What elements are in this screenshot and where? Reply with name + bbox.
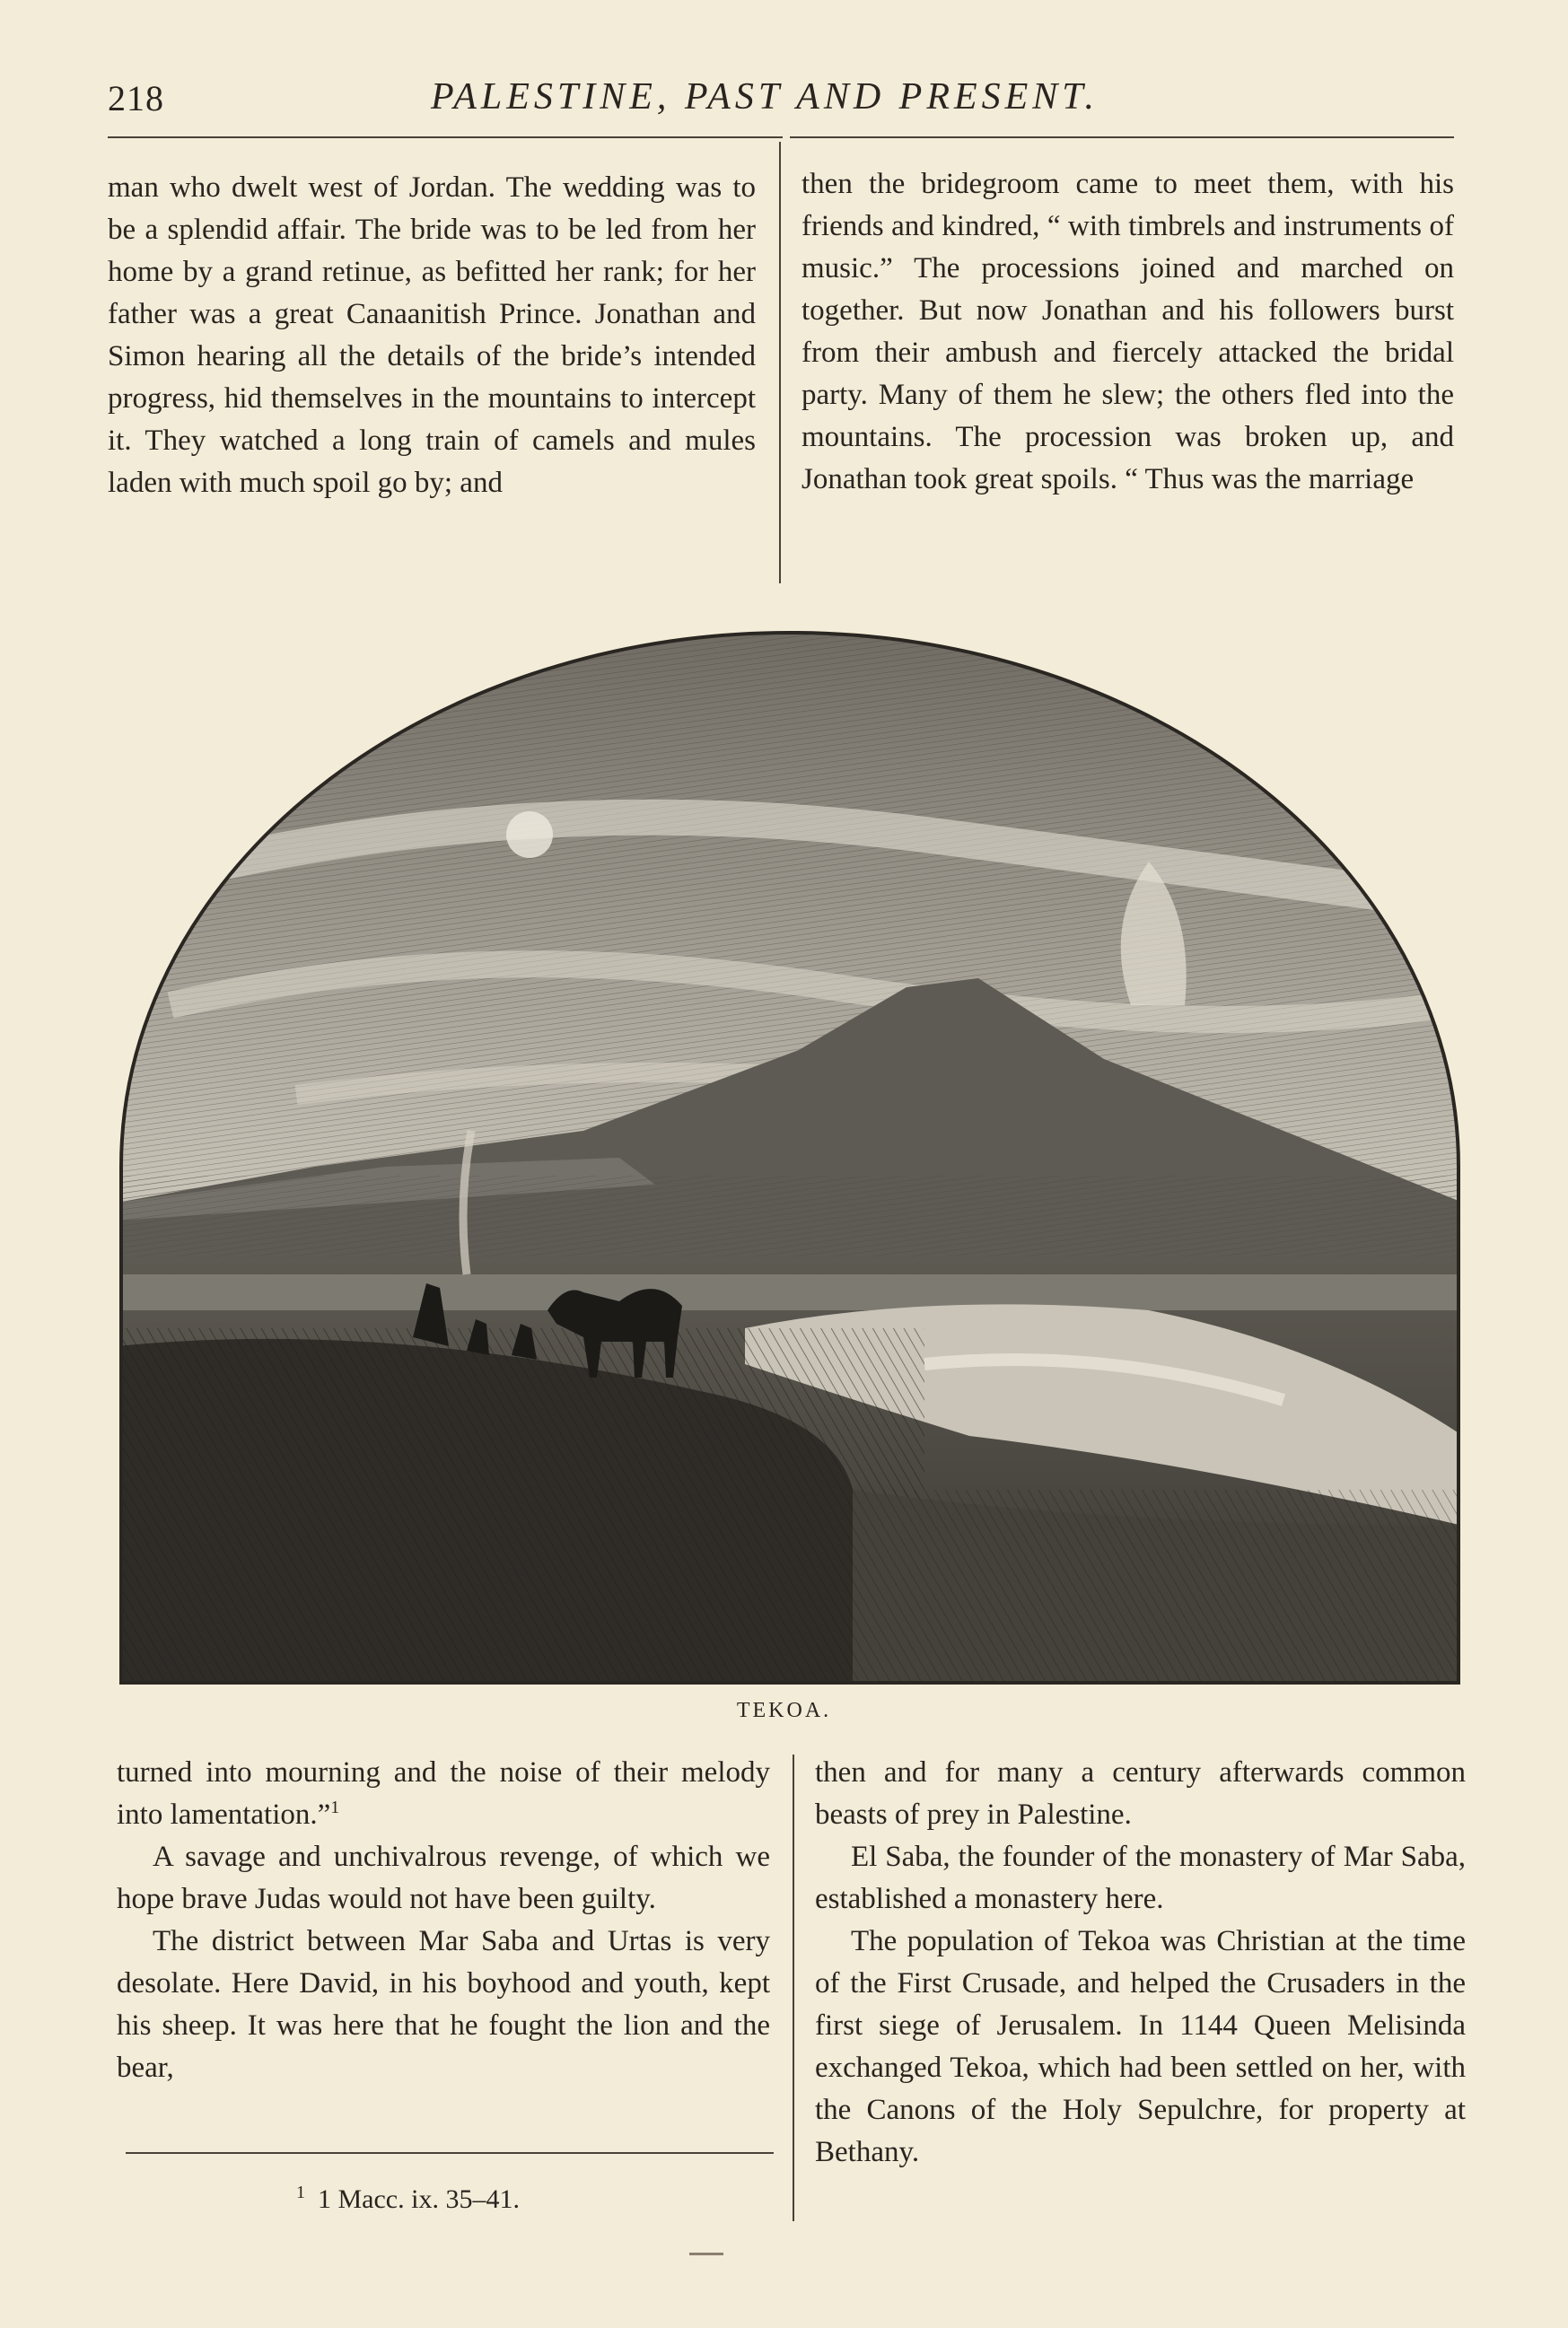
paragraph: The district between Mar Saba and Urtas is very desolate. Here David, in his boyhood and youth, kept his sheep. It was here that he fought the lion and the bear, xyxy=(117,1925,770,2084)
bottom-left-column xyxy=(117,1752,770,2089)
tekoa-engraving xyxy=(117,628,1463,1689)
paragraph-text: turned into mourning and the noise of their melody into lamentation.” xyxy=(117,1756,770,1831)
footnote-marker: 1 xyxy=(296,2183,305,2202)
page-mark xyxy=(689,2253,723,2255)
top-right-column xyxy=(802,163,1454,501)
header-rule-right xyxy=(790,136,1454,138)
footnote xyxy=(296,2183,520,2215)
paragraph: A savage and unchivalrous revenge, of which we hope brave Judas would not have been guilty. xyxy=(117,1841,770,1915)
column-divider xyxy=(793,1755,794,2221)
illustration-caption: TEKOA. xyxy=(736,1699,832,1722)
paragraph: El Saba, the founder of the monastery of Mar Saba, established a monastery here. xyxy=(815,1841,1466,1915)
footnote-reference: 1 xyxy=(330,1798,340,1817)
paragraph xyxy=(117,1752,770,1836)
page-header xyxy=(108,70,1454,133)
header-rule-left xyxy=(108,136,783,138)
paragraph: then and for many a century afterwards common beasts of prey in Palestine. xyxy=(815,1756,1466,1831)
paragraph: The population of Tekoa was Christian at the time of the First Crusade, and helped the Crusaders in the first siege of Jerusalem. In 1144 Queen Melisinda exchanged Tekoa, which had been settled on her, with the Canons of the Holy Sepulchre, for property at Bethany. xyxy=(815,1925,1466,2168)
paragraph: then the bridegroom came to meet them, with his friends and kindred, “ with timbrels and instruments of music.” The processions joined and marched on together. But now Jonathan and his followers burst from their ambush and fiercely attacked the bridal party. Many of them he slew; the others fled into the mountains. The procession was broken up, and Jonathan took great spoils. “ Thus was the marriage xyxy=(802,168,1454,495)
footnote-rule xyxy=(126,2152,774,2154)
top-left-column xyxy=(108,167,756,504)
footnote-text: 1 Macc. ix. 35–41. xyxy=(318,2184,520,2214)
bottom-right-column xyxy=(815,1752,1466,2174)
page-number: 218 xyxy=(108,78,164,118)
running-title: PALESTINE, PAST AND PRESENT. xyxy=(431,76,1099,118)
column-divider xyxy=(779,142,781,583)
paragraph: man who dwelt west of Jordan. The wedding was to be a splendid affair. The bride was to be led from her home by a grand retinue, as befitted her rank; for her father was a great Canaanitish Prince. Jonathan and Simon hearing all the details of the bride’s intended progress, hid themselves in the mountains to intercept it. They watched a long train of camels and mules laden with much spoil go by; and xyxy=(108,171,756,499)
